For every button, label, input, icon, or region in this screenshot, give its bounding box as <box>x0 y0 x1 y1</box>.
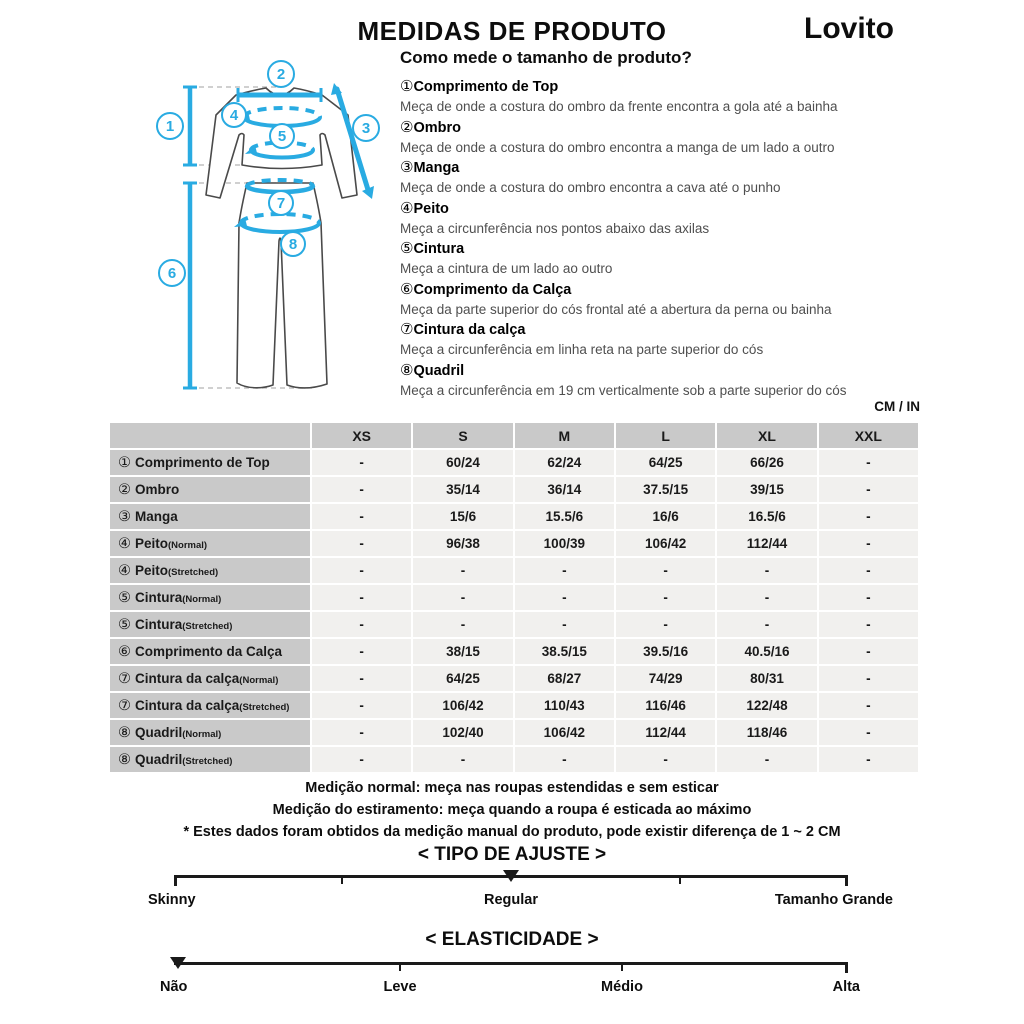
unit-label: CM / IN <box>874 399 920 414</box>
guide-desc: Meça de onde a costura do ombro encontra a manga de um lado a outro <box>400 139 835 155</box>
cell: 106/42 <box>413 693 512 718</box>
cell: 16/6 <box>616 504 715 529</box>
marker-1: 1 <box>165 118 175 135</box>
cell: 112/44 <box>616 720 715 745</box>
cell: - <box>616 747 715 772</box>
row-label: ④ Peito(Stretched) <box>110 558 310 583</box>
table-row <box>110 585 918 610</box>
cell: - <box>616 585 715 610</box>
cell: 96/38 <box>413 531 512 556</box>
col-header-xs: XS <box>312 423 411 448</box>
row-label: ⑦ Cintura da calça(Stretched) <box>110 693 310 718</box>
cell: 16.5/6 <box>717 504 816 529</box>
cell: - <box>819 558 918 583</box>
guide-title: Cintura da calça <box>413 322 526 338</box>
cell: - <box>819 693 918 718</box>
col-header-s: S <box>413 423 512 448</box>
marker-6: 6 <box>167 265 177 282</box>
col-header-l: L <box>616 423 715 448</box>
size-table <box>108 421 920 774</box>
cell: - <box>616 612 715 637</box>
stretch-marker-icon <box>170 957 186 969</box>
guide-item <box>400 77 1024 118</box>
cell: - <box>819 747 918 772</box>
page-title: MEDIDAS DE PRODUTO <box>357 16 667 46</box>
cell: 15/6 <box>413 504 512 529</box>
guide-title: Peito <box>413 200 449 217</box>
col-header-m: M <box>515 423 614 448</box>
note-normal: Medição normal: meça nas roupas estendidas e sem esticar <box>305 780 719 796</box>
stretch-label-medio: Médio <box>601 979 643 995</box>
row-label: ⑤ Cintura(Normal) <box>110 585 310 610</box>
cell: - <box>717 747 816 772</box>
row-label: ⑤ Cintura(Stretched) <box>110 612 310 637</box>
table-row <box>110 639 918 664</box>
cell: 35/14 <box>413 477 512 502</box>
col-header-xl: XL <box>717 423 816 448</box>
marker-8: 8 <box>288 236 298 253</box>
guide-num: ⑦ <box>400 321 414 338</box>
brand-logo: Lovito <box>804 12 894 45</box>
cell: 64/25 <box>413 666 512 691</box>
cell: - <box>413 558 512 583</box>
col-header-xxl: XXL <box>819 423 918 448</box>
cell: - <box>819 504 918 529</box>
cell: - <box>312 747 411 772</box>
stretch-label-leve: Leve <box>383 979 417 995</box>
guide-title: Comprimento de Top <box>413 79 559 95</box>
cell: 122/48 <box>717 693 816 718</box>
row-label: ③ Manga <box>110 504 310 529</box>
guide-desc: Meça da parte superior do cós frontal até a abertura da perna ou bainha <box>400 301 832 317</box>
stretch-scale-title: < ELASTICIDADE > <box>425 929 599 950</box>
cell: 39.5/16 <box>616 639 715 664</box>
table-row <box>110 747 918 772</box>
cell: - <box>819 585 918 610</box>
table-row <box>110 504 918 529</box>
cell: 106/42 <box>515 720 614 745</box>
cell: - <box>819 450 918 475</box>
cell: 64/25 <box>616 450 715 475</box>
stretch-label-alta: Alta <box>832 979 860 995</box>
cell: - <box>717 612 816 637</box>
guide-title: Quadril <box>413 362 465 379</box>
cell: 38.5/15 <box>515 639 614 664</box>
table-row <box>110 666 918 691</box>
table-row <box>110 693 918 718</box>
cell: - <box>413 747 512 772</box>
guide-num: ⑥ <box>400 280 414 298</box>
garment-measurement-diagram <box>150 55 400 405</box>
marker-2: 2 <box>276 66 286 83</box>
cell: - <box>515 558 614 583</box>
cell: 37.5/15 <box>616 477 715 502</box>
row-label: ① Comprimento de Top <box>110 450 310 475</box>
fit-label-skinny: Skinny <box>148 892 196 908</box>
guide-title: Cintura <box>413 241 465 257</box>
cell: 39/15 <box>717 477 816 502</box>
guide-desc: Meça de onde a costura do ombro da frente encontra a gola até a bainha <box>400 99 838 114</box>
guide-item <box>400 361 1024 402</box>
fit-scale-title: < TIPO DE AJUSTE > <box>417 844 607 865</box>
marker-7: 7 <box>276 195 286 212</box>
cell: - <box>819 612 918 637</box>
guide-desc: Meça a circunferência em 19 cm verticalmente sob a parte superior do cós <box>400 382 847 398</box>
cell: 62/24 <box>515 450 614 475</box>
table-row <box>110 477 918 502</box>
measurement-notes <box>0 777 1024 843</box>
cell: - <box>312 504 411 529</box>
guide-desc: Meça a circunferência nos pontos abaixo das axilas <box>400 220 710 236</box>
guide-desc: Meça a cintura de um lado ao outro <box>400 261 613 276</box>
guide-item <box>400 280 1024 321</box>
cell: - <box>515 585 614 610</box>
cell: 110/43 <box>515 693 614 718</box>
cell: 116/46 <box>616 693 715 718</box>
stretch-label-nao: Não <box>160 979 188 995</box>
cell: 102/40 <box>413 720 512 745</box>
note-disclaimer: * Estes dados foram obtidos da medição manual do produto, pode existir diferença de 1 ~ 2 CM <box>183 824 841 840</box>
fit-label-tamanho-grande: Tamanho Grande <box>774 892 893 908</box>
guide-item <box>400 118 1024 159</box>
cell: - <box>819 531 918 556</box>
cell: - <box>312 693 411 718</box>
table-row <box>110 720 918 745</box>
cell: - <box>413 612 512 637</box>
table-row <box>110 450 918 475</box>
cell: - <box>819 720 918 745</box>
cell: - <box>312 612 411 637</box>
guide-desc: Meça a circunferência em linha reta na parte superior do cós <box>400 342 764 357</box>
guide-item <box>400 158 1024 199</box>
cell: - <box>312 558 411 583</box>
cell: - <box>312 666 411 691</box>
row-label: ⑧ Quadril(Stretched) <box>110 747 310 772</box>
cell: 80/31 <box>717 666 816 691</box>
cell: 60/24 <box>413 450 512 475</box>
cell: - <box>312 639 411 664</box>
cell: 38/15 <box>413 639 512 664</box>
cell: 112/44 <box>717 531 816 556</box>
cell: 68/27 <box>515 666 614 691</box>
guide-num: ④ <box>400 199 414 217</box>
cell: 40.5/16 <box>717 639 816 664</box>
row-label: ⑥ Comprimento da Calça <box>110 639 310 664</box>
cell: - <box>616 558 715 583</box>
cell: 100/39 <box>515 531 614 556</box>
table-row <box>110 558 918 583</box>
cell: - <box>413 585 512 610</box>
guide-title: Comprimento da Calça <box>413 281 572 298</box>
cell: - <box>312 531 411 556</box>
table-row <box>110 531 918 556</box>
row-label: ④ Peito(Normal) <box>110 531 310 556</box>
guide-item <box>400 239 1024 280</box>
note-stretch: Medição do estiramento: meça quando a roupa é esticada ao máximo <box>272 802 752 818</box>
guide-num: ③ <box>400 159 414 176</box>
cell: - <box>819 639 918 664</box>
cell: - <box>515 612 614 637</box>
cell: 106/42 <box>616 531 715 556</box>
row-label: ② Ombro <box>110 477 310 502</box>
cell: - <box>717 585 816 610</box>
guide-num: ② <box>400 118 414 136</box>
table-row <box>110 612 918 637</box>
guide-num: ⑤ <box>400 240 414 257</box>
page-subtitle: Como mede o tamanho de produto? <box>400 48 692 67</box>
guide-item <box>400 199 1024 240</box>
cell: - <box>717 558 816 583</box>
fit-marker-icon <box>503 870 519 882</box>
measure-guide-list <box>400 77 1024 401</box>
fit-label-regular: Regular <box>484 892 538 908</box>
cell: 118/46 <box>717 720 816 745</box>
marker-4: 4 <box>229 107 239 124</box>
guide-title: Ombro <box>413 119 461 136</box>
guide-num: ⑧ <box>400 361 414 379</box>
table-header-row <box>110 423 918 448</box>
cell: - <box>312 477 411 502</box>
cell: - <box>312 450 411 475</box>
cell: 74/29 <box>616 666 715 691</box>
cell: - <box>819 477 918 502</box>
cell: - <box>312 720 411 745</box>
guide-title: Manga <box>413 160 460 176</box>
cell: - <box>312 585 411 610</box>
cell: 66/26 <box>717 450 816 475</box>
cell: - <box>515 747 614 772</box>
marker-3: 3 <box>361 120 371 137</box>
row-label: ⑦ Cintura da calça(Normal) <box>110 666 310 691</box>
cell: 15.5/6 <box>515 504 614 529</box>
cell: - <box>819 666 918 691</box>
marker-5: 5 <box>277 128 287 145</box>
guide-desc: Meça de onde a costura do ombro encontra a cava até o punho <box>400 180 781 195</box>
table-corner-cell <box>110 423 310 448</box>
guide-num: ① <box>400 78 414 95</box>
row-label: ⑧ Quadril(Normal) <box>110 720 310 745</box>
cell: 36/14 <box>515 477 614 502</box>
guide-item <box>400 320 1024 361</box>
